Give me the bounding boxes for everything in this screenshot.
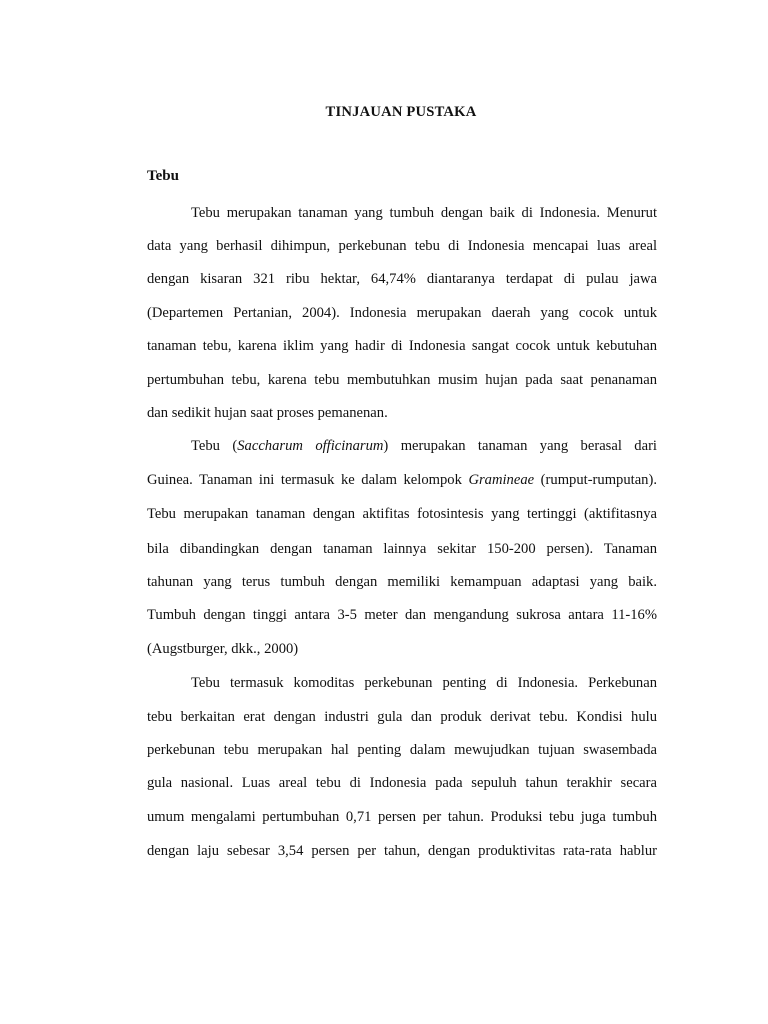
paragraph-line: gula nasional. Luas areal tebu di Indonesia pada sepuluh tahun terakhir secara xyxy=(147,775,657,791)
page-title: TINJAUAN PUSTAKA xyxy=(325,104,477,120)
paragraph-line xyxy=(191,437,657,455)
paragraph-line xyxy=(147,471,657,489)
section-heading: Tebu xyxy=(147,168,179,184)
paragraph-line: dan sedikit hujan saat proses pemanenan. xyxy=(147,405,388,421)
paragraph-line: Tebu merupakan tanaman yang tumbuh dengan baik di Indonesia. Menurut xyxy=(191,205,657,221)
paragraph-line: dengan kisaran 321 ribu hektar, 64,74% diantaranya terdapat di pulau jawa xyxy=(147,271,657,287)
paragraph-line: perkebunan tebu merupakan hal penting dalam mewujudkan tujuan swasembada xyxy=(147,742,657,758)
paragraph-line: pertumbuhan tebu, karena tebu membutuhkan musim hujan pada saat penanaman xyxy=(147,372,657,388)
paragraph-line: data yang berhasil dihimpun, perkebunan tebu di Indonesia mencapai luas areal xyxy=(147,238,657,254)
paragraph-line: Tebu merupakan tanaman dengan aktifitas fotosintesis yang tertinggi (aktifitasnya xyxy=(147,506,657,522)
paragraph-line: bila dibandingkan dengan tanaman lainnya sekitar 150-200 persen). Tanaman xyxy=(147,541,657,557)
text-run: Tebu ( xyxy=(191,438,238,454)
paragraph-line: dengan laju sebesar 3,54 persen per tahun, dengan produktivitas rata-rata hablur xyxy=(147,843,657,859)
scientific-name: Gramineae xyxy=(468,472,535,488)
paragraph-line: tebu berkaitan erat dengan industri gula dan produk derivat tebu. Kondisi hulu xyxy=(147,709,657,725)
paragraph-line: (Departemen Pertanian, 2004). Indonesia merupakan daerah yang cocok untuk xyxy=(147,305,657,321)
paragraph-line: umum mengalami pertumbuhan 0,71 persen per tahun. Produksi tebu juga tumbuh xyxy=(147,809,657,825)
scientific-name: Saccharum officinarum xyxy=(237,438,384,454)
text-run: Guinea. Tanaman ini termasuk ke dalam kelompok xyxy=(147,472,469,488)
paragraph-line: (Augstburger, dkk., 2000) xyxy=(147,641,299,657)
paragraph-line: tanaman tebu, karena iklim yang hadir di Indonesia sangat cocok untuk kebutuhan xyxy=(147,338,657,354)
text-run: ) merupakan tanaman yang berasal dari xyxy=(383,438,657,454)
paragraph-line: tahunan yang terus tumbuh dengan memiliki kemampuan adaptasi yang baik. xyxy=(147,574,657,590)
paragraph-line: Tumbuh dengan tinggi antara 3-5 meter dan mengandung sukrosa antara 11-16% xyxy=(147,607,657,623)
paragraph-line: Tebu termasuk komoditas perkebunan penting di Indonesia. Perkebunan xyxy=(191,675,657,691)
text-run: (rumput-rumputan). xyxy=(534,472,657,488)
